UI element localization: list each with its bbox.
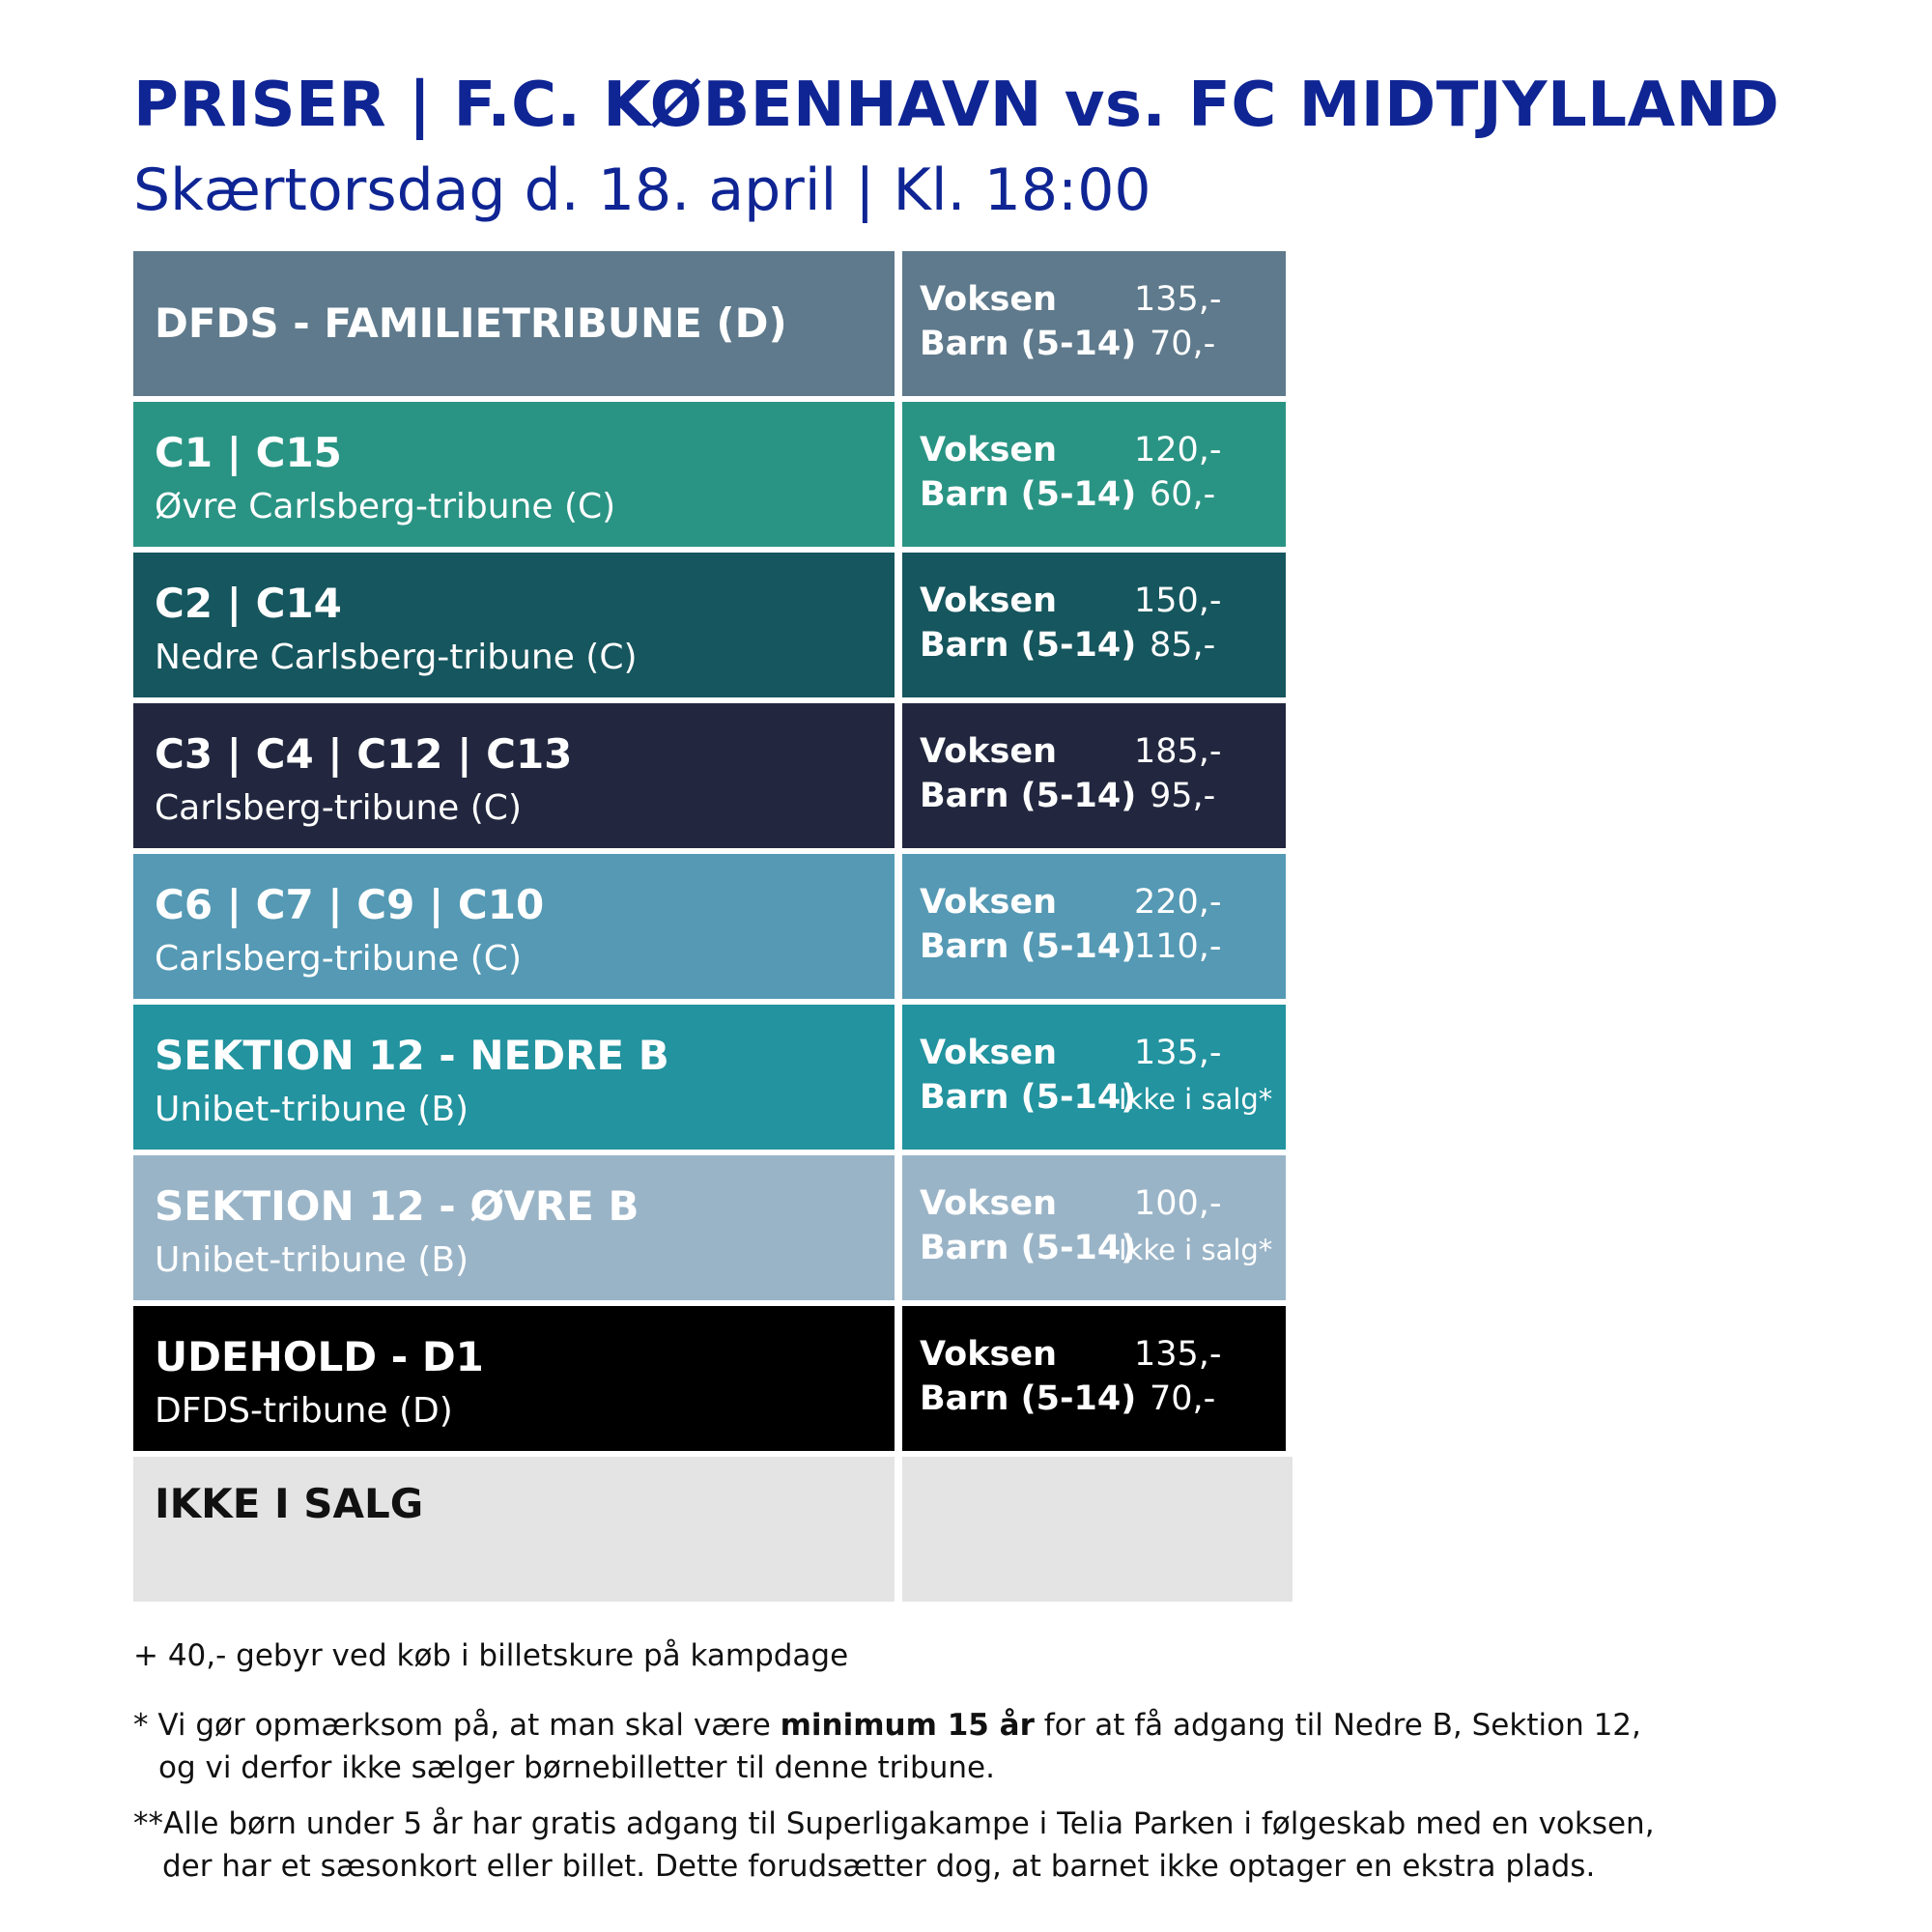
price-row [133,1306,1293,1451]
child-price: Ikke i salg* [1119,1234,1273,1266]
adult-price-line [920,883,1277,927]
child-price: 85,- [1150,626,1216,665]
fee-note-text: + 40,- gebyr ved køb i billetskure på kampdage [133,1638,849,1673]
price-cell [902,854,1286,999]
child-price: 60,- [1150,475,1216,514]
section-stand: Unibet-tribune (B) [155,1090,469,1129]
free-children-note [133,1803,1655,1888]
adult-price-line [920,582,1277,626]
price-cell [902,1457,1293,1602]
price-cell [902,553,1286,697]
section-cell [133,1005,895,1150]
child-price-line [920,325,1277,369]
child-price-line [920,927,1277,972]
child-label: Barn (5-14) [920,475,1137,514]
price-row [133,1457,1293,1602]
adult-price-line [920,1184,1277,1229]
section-stand: Carlsberg-tribune (C) [155,788,522,828]
child-price-line [920,1379,1277,1424]
adult-price: 135,- [1134,280,1222,319]
child-price-line [920,626,1277,670]
section-stand: Carlsberg-tribune (C) [155,939,522,979]
price-cell [902,703,1286,848]
price-row [133,703,1293,848]
fee-note [133,1634,848,1677]
age-note-line-2: og vi derfor ikke sælger børnebilletter til denne tribune. [158,1750,995,1785]
section-name: IKKE I SALG [155,1480,424,1527]
child-price-line [920,475,1277,520]
adult-label: Voksen [920,883,1057,922]
match-date-time: Skærtorsdag d. 18. april | Kl. 18:00 [133,156,1151,224]
child-price: Ikke i salg* [1119,1083,1273,1116]
child-label: Barn (5-14) [920,1078,1137,1117]
adult-label: Voksen [920,1034,1057,1072]
children-note-line-2: der har et sæsonkort eller billet. Dette forudsætter dog, at barnet ikke optager en ekstra plads. [162,1849,1596,1884]
section-name: UDEHOLD - D1 [155,1333,484,1380]
child-price-line [920,777,1277,821]
section-name: C2 | C14 [155,580,342,627]
section-cell [133,1306,895,1451]
section-cell [133,402,895,547]
child-label: Barn (5-14) [920,777,1137,815]
adult-price: 135,- [1134,1335,1222,1374]
section-stand: Øvre Carlsberg-tribune (C) [155,487,616,526]
child-label: Barn (5-14) [920,626,1137,665]
age-note-line-1 [133,1704,1641,1747]
price-row [133,251,1293,396]
adult-price-line [920,1034,1277,1078]
adult-label: Voksen [920,1335,1057,1374]
price-row [133,402,1293,547]
section-cell [133,553,895,697]
section-name: SEKTION 12 - ØVRE B [155,1182,639,1230]
adult-price-line [920,732,1277,777]
child-label: Barn (5-14) [920,927,1137,966]
child-price: 95,- [1150,777,1216,815]
child-label: Barn (5-14) [920,325,1137,363]
section-stand: Unibet-tribune (B) [155,1240,469,1280]
adult-label: Voksen [920,431,1057,469]
price-cell [902,251,1286,396]
price-cell [902,1005,1286,1150]
price-cell [902,1306,1286,1451]
price-row [133,1005,1293,1150]
adult-price: 185,- [1134,732,1222,771]
adult-price-line [920,431,1277,475]
price-row [133,553,1293,697]
adult-price-line [920,280,1277,325]
price-cell [902,1155,1286,1300]
adult-label: Voksen [920,582,1057,620]
age-note-bold: minimum 15 år [780,1708,1035,1743]
child-price-line [920,1078,1277,1122]
price-cell [902,402,1286,547]
section-name: C3 | C4 | C12 | C13 [155,730,573,778]
age-note-text-end: for at få adgang til Nedre B, Sektion 12, [1034,1708,1641,1743]
section-stand: DFDS-tribune (D) [155,1391,453,1431]
adult-label: Voksen [920,1184,1057,1223]
section-name: C6 | C7 | C9 | C10 [155,881,545,928]
age-note-text: * Vi gør opmærksom på, at man skal være [133,1708,781,1743]
children-note-line-1: **Alle børn under 5 år har gratis adgang til Superligakampe i Telia Parken i følgeskab med en voksen, [133,1806,1655,1841]
adult-label: Voksen [920,732,1057,771]
adult-price: 220,- [1134,883,1222,922]
price-row [133,854,1293,999]
section-cell [133,251,895,396]
adult-price: 100,- [1134,1184,1222,1223]
age-requirement-note [133,1704,1641,1789]
page-title: PRISER | F.C. KØBENHAVN vs. FC MIDTJYLLAND [133,70,1780,141]
section-cell [133,1155,895,1300]
adult-price: 135,- [1134,1034,1222,1072]
section-cell [133,854,895,999]
adult-price: 150,- [1134,582,1222,620]
adult-price-line [920,1335,1277,1379]
adult-price: 120,- [1134,431,1222,469]
price-row [133,1155,1293,1300]
child-label: Barn (5-14) [920,1379,1137,1418]
section-stand: Nedre Carlsberg-tribune (C) [155,638,638,677]
section-name: C1 | C15 [155,429,342,476]
child-price: 70,- [1150,325,1216,363]
adult-label: Voksen [920,280,1057,319]
child-price: 70,- [1150,1379,1216,1418]
child-label: Barn (5-14) [920,1229,1137,1267]
section-cell [133,1457,895,1602]
section-name: DFDS - FAMILIETRIBUNE (D) [155,299,787,347]
section-cell [133,703,895,848]
child-price: 110,- [1134,927,1222,966]
section-name: SEKTION 12 - NEDRE B [155,1032,669,1079]
child-price-line [920,1229,1277,1273]
